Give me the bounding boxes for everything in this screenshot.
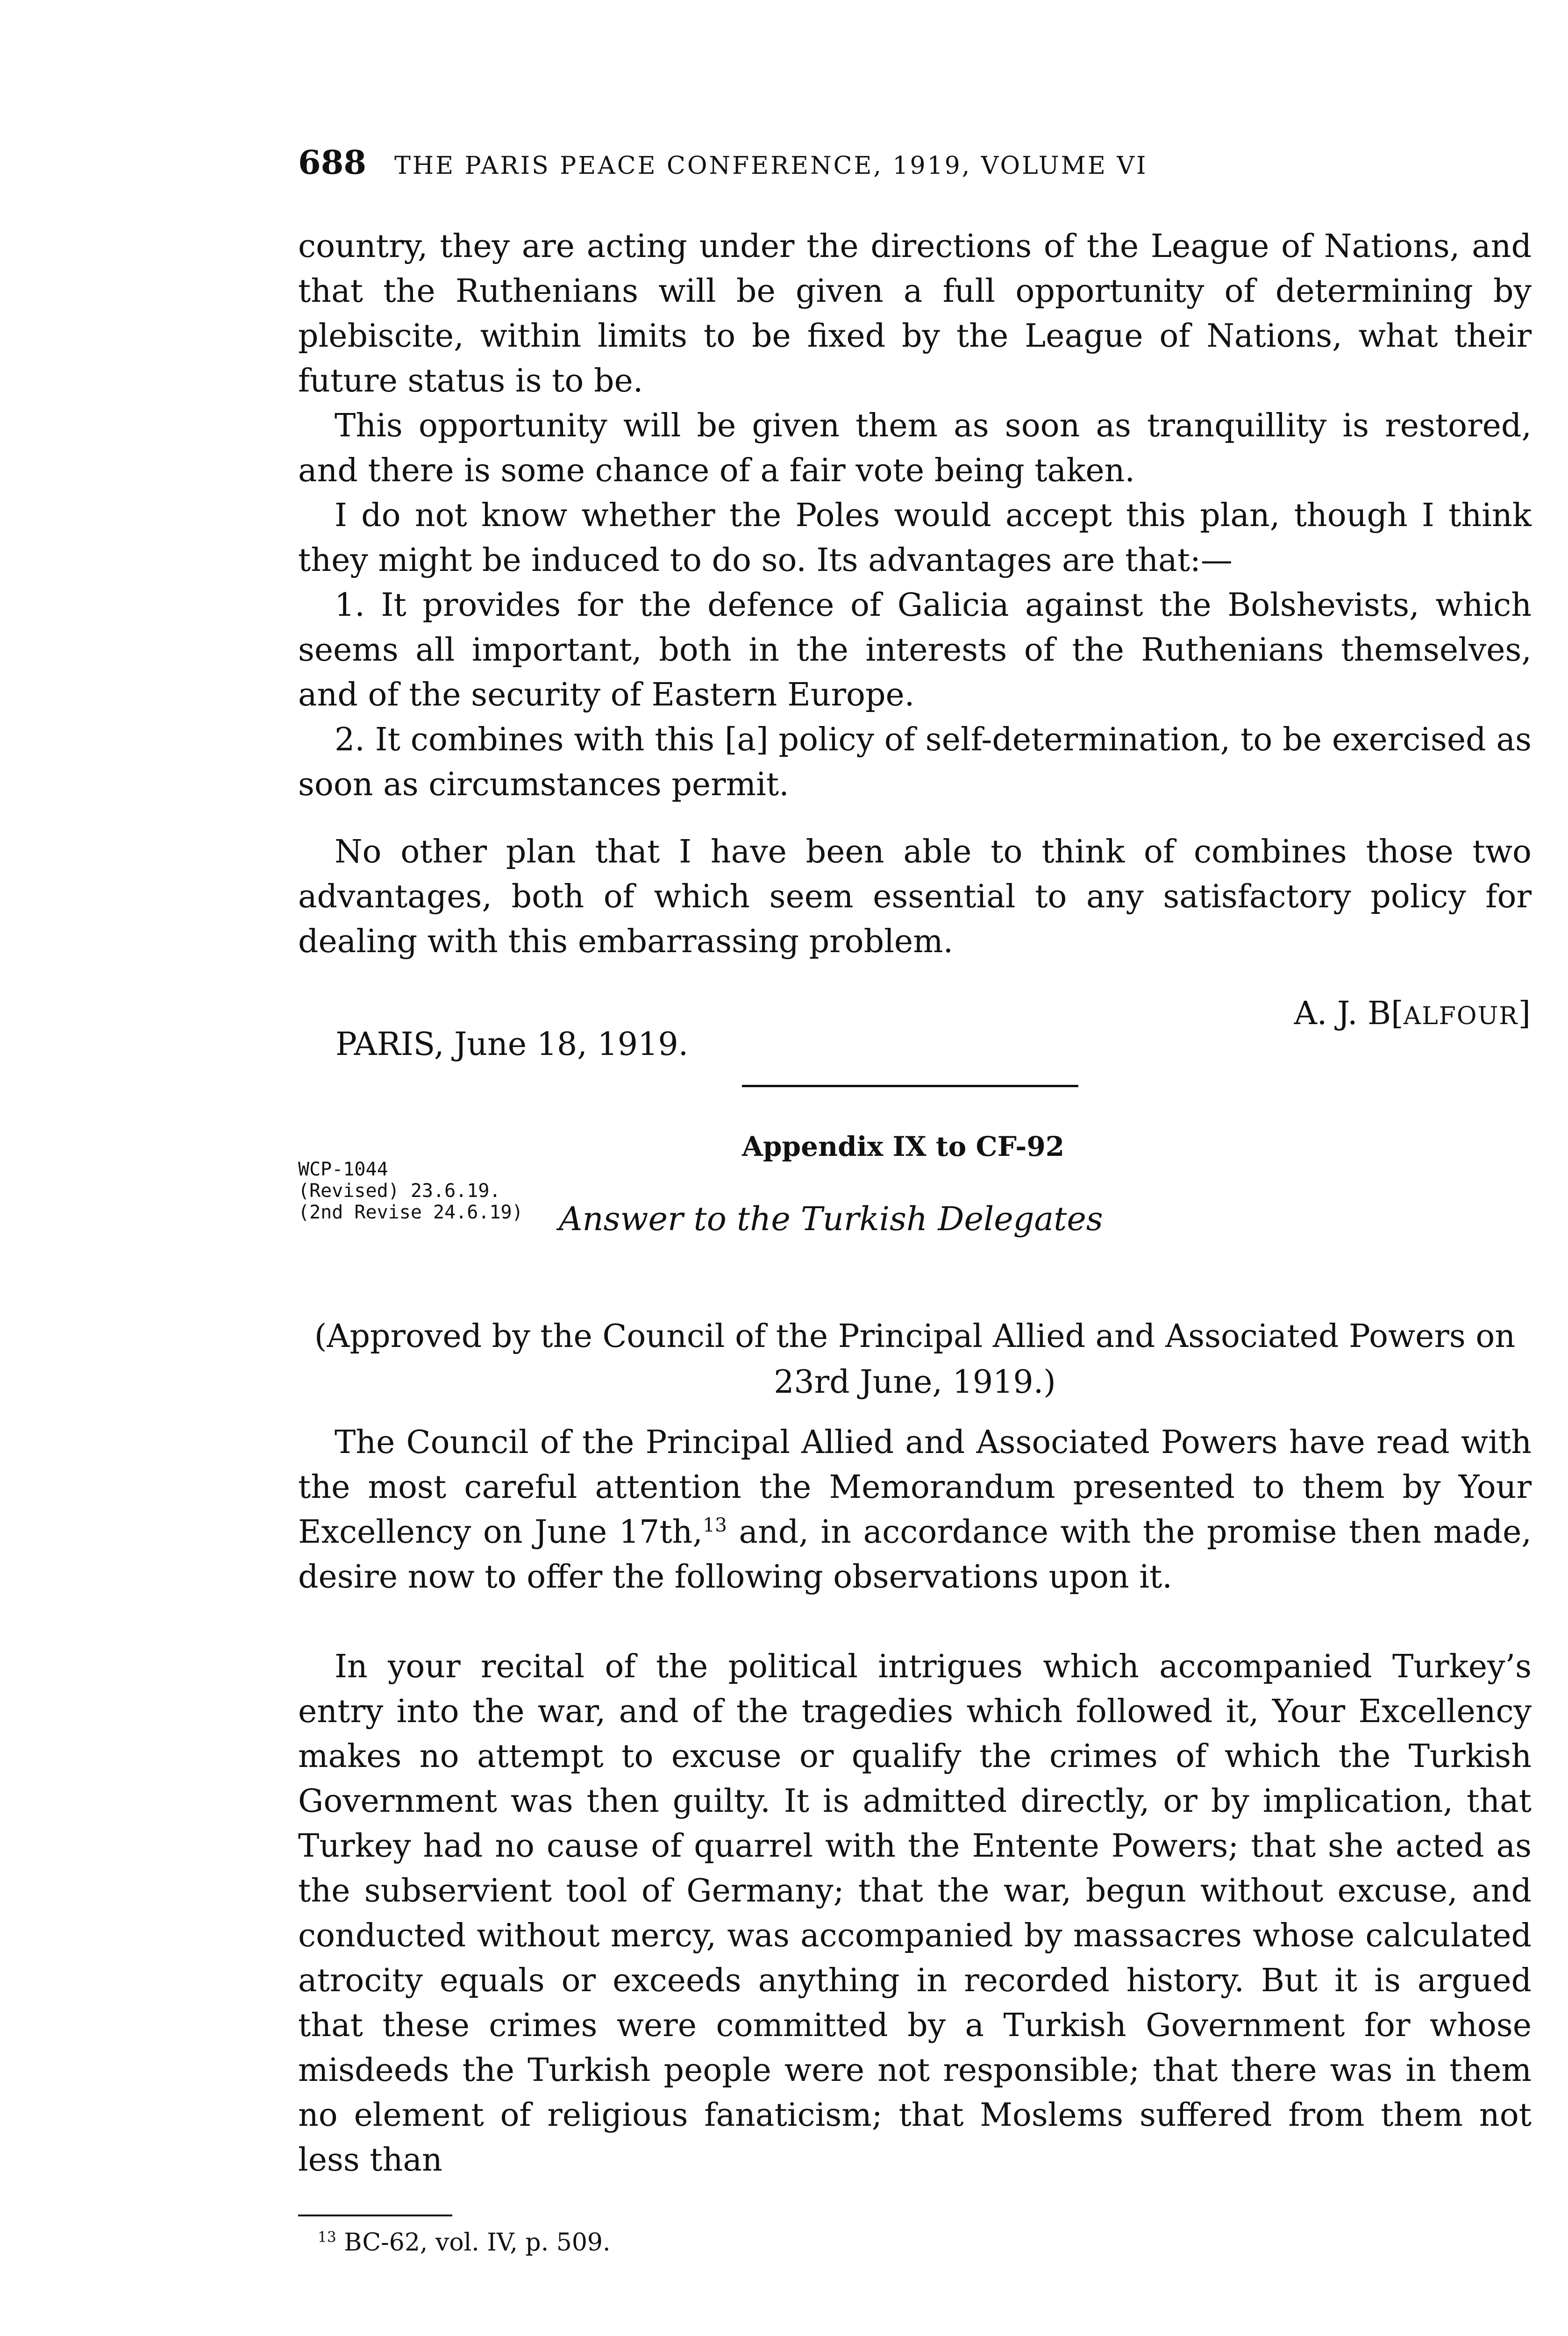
paragraph-poles: I do not know whether the Poles would accept this plan, though I think they might be induced to do so. Its advantages are that:— (298, 497, 1532, 579)
reference-line: (Revised) 23.6.19. (298, 1180, 501, 1202)
footnote-mark: 13 (703, 1514, 727, 1537)
dateline-place: PARIS (335, 1026, 434, 1063)
paragraph-recital: In your recital of the political intrigues which accompanied Turkey’s entry into the war, and of the tragedies which followed it, Your Excellency makes no attempt to excuse or qualify the crimes of which the Turkish Government was then guilty. It is admitted directly, or by implication, that Turkey had no cause of quarrel with the Entente Powers; that she acted as the subservient tool of Germany; that the war, begun without excuse, and conducted without mercy, was accompanied by massacres whose calculated atrocity equals or exceeds anything in recorded history. But it is argued that these crimes were committed by a Turkish Government for whose misdeeds the Turkish people were not responsible; that there was in them no element of religious fanaticism; that Moslems suffered from them not less than (298, 1648, 1532, 2179)
signature-close: ] (1518, 995, 1531, 1032)
paragraph-continuation: country, they are acting under the directions of the League of Nations, and that the Ruthenians will be given a full opportunity of determining by plebiscite, within limits to be fixed by the League of Nations, what their future status is to be. (298, 228, 1532, 399)
signature-main: A. J. B[ (1294, 995, 1404, 1032)
footnote-rule (298, 2215, 452, 2216)
paragraph-advantage-2: 2. It combines with this [a] policy of self-determination, to be exercised as soon as circumstances permit. (298, 721, 1532, 803)
paragraph-council-text-rest: and, in accordance with the promise then made, desire now to offer the following observations upon it. (298, 1514, 1532, 1595)
paragraph-council (298, 1420, 1532, 1600)
dateline-date: , June 18, 1919. (434, 1026, 689, 1063)
reference-line: (2nd Revise 24.6.19) (298, 1202, 523, 1223)
signature-smallcaps: ALFOUR (1403, 1002, 1518, 1030)
signature (1294, 995, 1531, 1032)
dateline (335, 1026, 688, 1063)
document-reference (298, 1159, 523, 1223)
section-divider (742, 1085, 1078, 1087)
appendix-label: Appendix IX to CF-92 (742, 1131, 1065, 1162)
paragraph-advantage-1: 1. It provides for the defence of Galicia against the Bolshevists, which seems all important, both in the interests of the Ruthenians themselves, and of the security of Eastern Europe. (298, 587, 1532, 713)
paragraph-council-text: The Council of the Principal Allied and Associated Powers have read with the most careful attention the Memorandum presented to them by Your Excellency on June 17th, (298, 1424, 1532, 1551)
reference-line: WCP-1044 (298, 1159, 388, 1180)
footnote-text: BC-62, vol. IV, p. 509. (336, 2229, 611, 2257)
footnote-number: 13 (318, 2229, 336, 2246)
paragraph-no-other-plan: No other plan that I have been able to think of combines those two advantages, both of which seem essential to any satisfactory policy for dealing with this embarrassing problem. (298, 833, 1532, 960)
page-number: 688 (298, 143, 367, 182)
running-header (298, 143, 1147, 182)
running-title: THE PARIS PEACE CONFERENCE, 1919, VOLUME VI (394, 152, 1148, 180)
paragraph-opportunity: This opportunity will be given them as soon as tranquillity is restored, and there is some chance of a fair vote being taken. (298, 407, 1532, 489)
approval-note: (Approved by the Council of the Principal Allied and Associated Powers on 23rd June, 1919.) (314, 1318, 1516, 1401)
footnote (318, 2229, 611, 2257)
appendix-title: Answer to the Turkish Delegates (559, 1200, 1103, 1238)
